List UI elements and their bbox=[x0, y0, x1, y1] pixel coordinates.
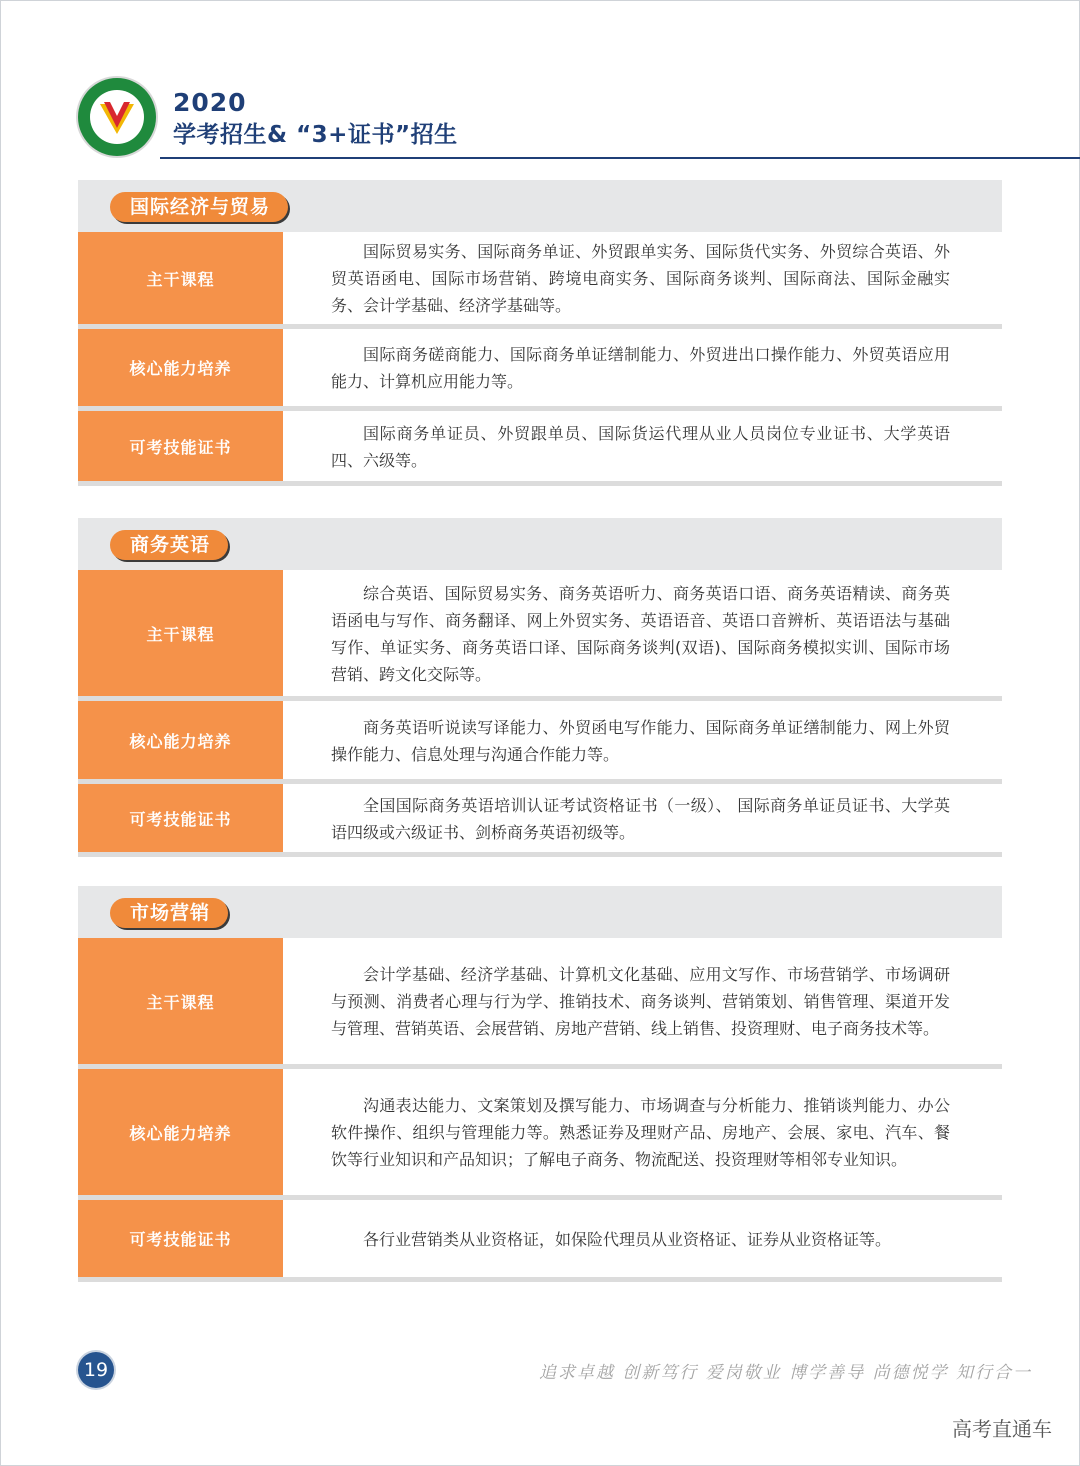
row-text: 会计学基础、经济学基础、计算机文化基础、应用文写作、市场营销学、市场调研与预测、消费者心理与行为学、推销技术、商务谈判、营销策划、销售管理、渠道开发与管理、营销英语、会展营销、房地产营销、线上销售、投资理财、电子商务技术等。 bbox=[331, 965, 950, 1038]
row-label: 可考技能证书 bbox=[78, 1200, 283, 1277]
row-main-courses bbox=[78, 570, 1002, 701]
row-certificates bbox=[78, 784, 1002, 857]
row-main-courses bbox=[78, 232, 1002, 329]
section-title: 市场营销 bbox=[110, 898, 228, 928]
section-marketing bbox=[78, 886, 1002, 1282]
row-label: 核心能力培养 bbox=[78, 329, 283, 406]
row-certificates bbox=[78, 1200, 1002, 1282]
row-text: 各行业营销类从业资格证，如保险代理员从业资格证、证券从业资格证等。 bbox=[363, 1229, 892, 1249]
row-text: 国际商务单证员、外贸跟单员、国际货运代理从业人员岗位专业证书、大学英语四、六级等。 bbox=[331, 423, 950, 470]
row-label: 可考技能证书 bbox=[78, 784, 283, 852]
footer-motto: 追求卓越 创新笃行 爱岗敬业 博学善导 尚德悦学 知行合一 bbox=[538, 1363, 1032, 1383]
section-international-trade bbox=[78, 180, 1002, 486]
row-main-courses bbox=[78, 938, 1002, 1069]
row-label: 核心能力培养 bbox=[78, 701, 283, 779]
section-title: 国际经济与贸易 bbox=[110, 192, 288, 222]
row-core-abilities bbox=[78, 1069, 1002, 1200]
row-certificates bbox=[78, 411, 1002, 486]
section-title: 商务英语 bbox=[110, 530, 228, 560]
row-core-abilities bbox=[78, 329, 1002, 411]
row-label: 可考技能证书 bbox=[78, 411, 283, 481]
section-header bbox=[78, 886, 1002, 938]
row-text: 商务英语听说读写译能力、外贸函电写作能力、国际商务单证缮制能力、网上外贸操作能力、信息处理与沟通合作能力等。 bbox=[331, 717, 950, 764]
row-label: 主干课程 bbox=[78, 232, 283, 324]
section-header bbox=[78, 518, 1002, 570]
row-label: 主干课程 bbox=[78, 938, 283, 1064]
row-text: 沟通表达能力、文案策划及撰写能力、市场调查与分析能力、推销谈判能力、办公软件操作、组织与管理能力等。熟悉证券及理财产品、房地产、会展、家电、汽车、餐饮等行业知识和产品知识；了解电子商务、物流配送、投资理财等相邻专业知识。 bbox=[331, 1096, 950, 1169]
row-label: 主干课程 bbox=[78, 570, 283, 696]
page-header bbox=[0, 0, 1080, 170]
row-text: 全国国际商务英语培训认证考试资格证书（一级）、 国际商务单证员证书、大学英语四级或六级证书、剑桥商务英语初级等。 bbox=[331, 795, 950, 842]
row-text: 国际商务磋商能力、国际商务单证缮制能力、外贸进出口操作能力、外贸英语应用能力、计算机应用能力等。 bbox=[331, 345, 950, 391]
school-emblem-icon bbox=[78, 78, 156, 156]
header-divider bbox=[160, 157, 1080, 159]
row-core-abilities bbox=[78, 701, 1002, 784]
header-year: 2020 bbox=[173, 88, 247, 117]
section-business-english bbox=[78, 518, 1002, 857]
row-text: 国际贸易实务、国际商务单证、外贸跟单实务、国际货代实务、外贸综合英语、外贸英语函电、国际市场营销、跨境电商实务、国际商务谈判、国际商法、国际金融实务、会计学基础、经济学基础等。 bbox=[331, 242, 950, 315]
watermark-text: 高考直通车 bbox=[952, 1417, 1052, 1441]
page-number: 19 bbox=[78, 1352, 114, 1388]
section-header bbox=[78, 180, 1002, 232]
row-text: 综合英语、国际贸易实务、商务英语听力、商务英语口语、商务英语精读、商务英语函电与写作、商务翻译、网上外贸实务、英语语音、英语口音辨析、英语语法与基础写作、单证实务、商务英语口译、国际商务谈判(双语)、国际商务模拟实训、国际市场营销、跨文化交际等。 bbox=[331, 583, 950, 684]
row-label: 核心能力培养 bbox=[78, 1069, 283, 1195]
header-title: 学考招生& “3+证书”招生 bbox=[173, 122, 458, 148]
